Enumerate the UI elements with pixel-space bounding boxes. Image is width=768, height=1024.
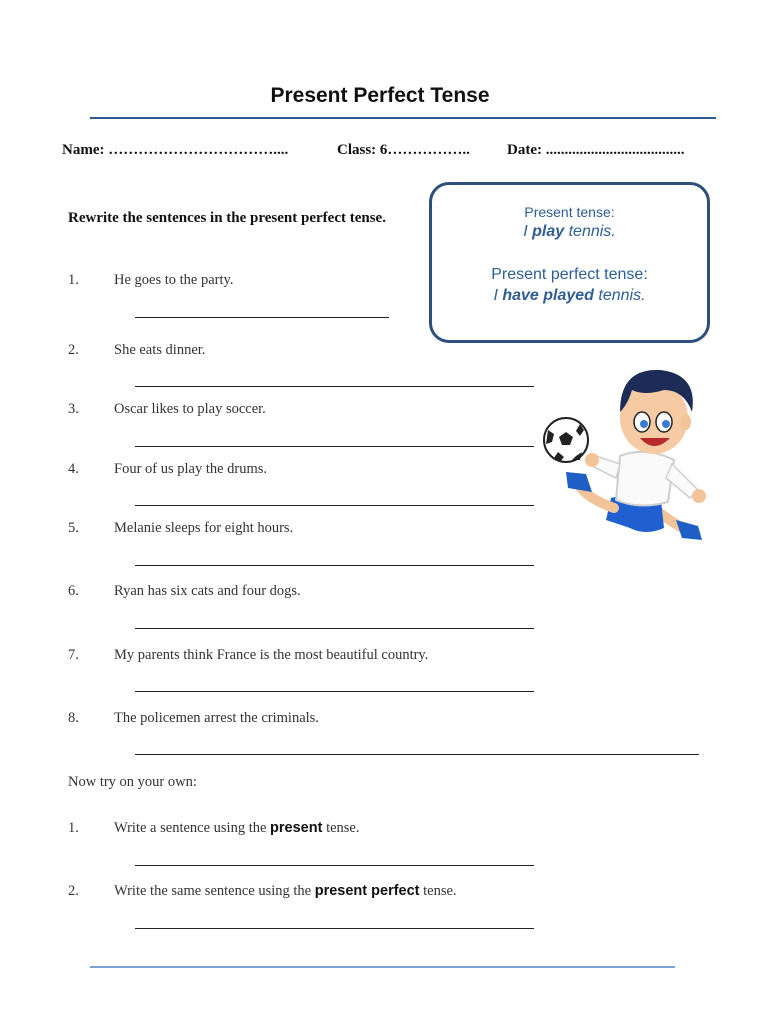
question-number: 4.	[68, 461, 79, 477]
own-question-text: Write a sentence using the present tense.	[114, 820, 360, 836]
question-text: Four of us play the drums.	[114, 461, 268, 477]
question-number: 1.	[68, 820, 79, 836]
own-section-heading: Now try on your own:	[68, 774, 197, 790]
question-text: Ryan has six cats and four dogs.	[114, 583, 301, 599]
name-field[interactable]: Name: ……………………………....	[62, 142, 289, 158]
answer-line[interactable]	[135, 628, 534, 629]
question-number: 6.	[68, 583, 79, 599]
answer-line[interactable]	[135, 386, 534, 387]
present-tense-example: I play tennis.	[523, 223, 616, 240]
instructions: Rewrite the sentences in the present perfect tense.	[68, 210, 386, 226]
page-title: Present Perfect Tense	[270, 84, 490, 107]
answer-line[interactable]	[135, 928, 534, 929]
present-tense-label: Present tense:	[524, 204, 615, 220]
answer-line[interactable]	[135, 691, 534, 692]
question-number: 2.	[68, 342, 79, 358]
soccer-ball-icon	[544, 418, 588, 462]
question-number: 5.	[68, 520, 79, 536]
question-number: 1.	[68, 272, 79, 288]
question-text: She eats dinner.	[114, 342, 206, 358]
present-perfect-example: I have played tennis.	[493, 287, 646, 304]
question-text: Melanie sleeps for eight hours.	[114, 520, 294, 536]
question-text: The policemen arrest the criminals.	[114, 710, 319, 726]
answer-line[interactable]	[135, 565, 534, 566]
question-text: My parents think France is the most beautiful country.	[114, 647, 429, 663]
tense-example-box	[429, 182, 710, 343]
answer-line[interactable]	[135, 865, 534, 866]
question-number: 8.	[68, 710, 79, 726]
answer-line[interactable]	[135, 446, 534, 447]
soccer-boy-illustration	[536, 360, 720, 555]
question-text: He goes to the party.	[114, 272, 234, 288]
question-text: Oscar likes to play soccer.	[114, 401, 266, 417]
answer-line[interactable]	[135, 754, 699, 755]
question-number: 7.	[68, 647, 79, 663]
own-question-text: Write the same sentence using the present perfect tense.	[114, 883, 457, 899]
question-number: 2.	[68, 883, 79, 899]
footer-rule	[90, 966, 675, 968]
class-field[interactable]: Class: 6……………..	[337, 142, 470, 158]
answer-line[interactable]	[135, 505, 534, 506]
question-number: 3.	[68, 401, 79, 417]
answer-line[interactable]	[135, 317, 389, 318]
title-underline	[90, 117, 716, 119]
present-perfect-label: Present perfect tense:	[491, 266, 648, 283]
date-field[interactable]: Date: .....................................	[507, 142, 685, 158]
